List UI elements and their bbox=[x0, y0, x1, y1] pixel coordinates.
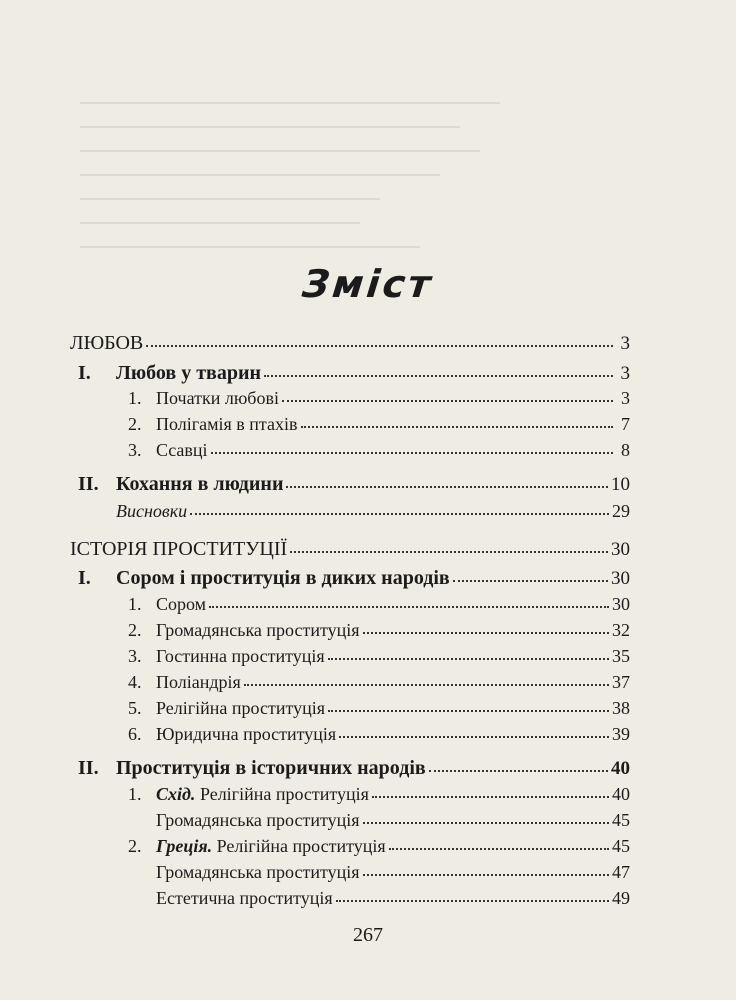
toc-page: 35 bbox=[612, 646, 630, 666]
toc-page: 30 bbox=[612, 594, 630, 614]
toc-page: 30 bbox=[611, 568, 630, 589]
toc-number: 2. bbox=[128, 414, 142, 434]
toc-entry bbox=[70, 538, 630, 561]
toc-label: Полігамія в птахів bbox=[156, 414, 298, 434]
toc-leader bbox=[389, 848, 609, 850]
toc-number: 1. bbox=[128, 594, 142, 614]
toc-number: 1. bbox=[128, 784, 142, 804]
toc-number: 3. bbox=[128, 646, 142, 666]
toc-entry bbox=[156, 888, 630, 909]
toc-entry bbox=[128, 698, 630, 719]
toc-label: Громадянська проституція bbox=[156, 620, 360, 640]
toc-label: Громадянська проституція bbox=[156, 862, 360, 882]
toc-leader bbox=[209, 606, 609, 608]
toc-number: I. bbox=[78, 362, 91, 384]
toc-page: 40 bbox=[612, 784, 630, 804]
toc-leader bbox=[363, 874, 609, 876]
toc-entry bbox=[156, 862, 630, 883]
toc-label: Естетична проституція bbox=[156, 888, 333, 908]
toc-label: Гостинна проституція bbox=[156, 646, 325, 666]
toc-entry bbox=[128, 836, 630, 857]
toc-number: 6. bbox=[128, 724, 142, 744]
toc-entry bbox=[78, 567, 630, 590]
toc-leader bbox=[339, 736, 609, 738]
toc-leader bbox=[190, 513, 609, 515]
toc-page: 32 bbox=[612, 620, 630, 640]
toc-number: 2. bbox=[128, 836, 142, 856]
toc-number: 1. bbox=[128, 388, 142, 408]
toc-entry bbox=[128, 594, 630, 615]
toc-leader bbox=[453, 580, 608, 582]
toc-label: Релігійна проституція bbox=[199, 784, 369, 804]
toc-leader bbox=[363, 822, 609, 824]
toc-page: 47 bbox=[612, 862, 630, 882]
toc-entry bbox=[78, 757, 630, 780]
toc-label: Юридична проституція bbox=[156, 724, 337, 744]
toc-leader bbox=[328, 658, 609, 660]
toc-entry bbox=[78, 473, 630, 496]
toc-page: 45 bbox=[612, 810, 630, 830]
toc-label: Любов у тварин bbox=[116, 362, 262, 384]
toc-number: II. bbox=[78, 757, 99, 779]
toc-label: Висновки bbox=[116, 501, 188, 521]
toc-page: 30 bbox=[611, 539, 630, 560]
toc-entry bbox=[156, 810, 630, 831]
toc-entry bbox=[116, 501, 630, 522]
toc-label: Сором і проституція в диких народів bbox=[116, 567, 450, 589]
toc-label: Поліандрія bbox=[156, 672, 241, 692]
toc-entry bbox=[78, 362, 630, 385]
toc-leader bbox=[282, 400, 613, 402]
toc-label: Початки любові bbox=[156, 388, 279, 408]
toc-entry bbox=[128, 784, 630, 805]
toc-leader bbox=[429, 770, 608, 772]
toc-page: 10 bbox=[611, 474, 630, 495]
toc-leader bbox=[146, 345, 613, 347]
toc-label: Громадянська проституція bbox=[156, 810, 360, 830]
toc-label: Ссавці bbox=[156, 440, 208, 460]
toc-entry bbox=[128, 724, 630, 745]
toc-label: Релігійна проституція bbox=[216, 836, 386, 856]
toc-page: 38 bbox=[612, 698, 630, 718]
toc-leader bbox=[290, 551, 608, 553]
toc-entry bbox=[128, 414, 630, 435]
toc-label: Релігійна проституція bbox=[156, 698, 325, 718]
toc-entry bbox=[128, 440, 630, 461]
toc-leader bbox=[244, 684, 609, 686]
toc-number: 2. bbox=[128, 620, 142, 640]
toc-page: 3 bbox=[620, 363, 630, 384]
toc-leader bbox=[372, 796, 609, 798]
toc-label: Кохання в людини bbox=[116, 473, 284, 495]
toc-page: 7 bbox=[621, 414, 630, 434]
toc-leader bbox=[286, 486, 608, 488]
toc-page: 37 bbox=[612, 672, 630, 692]
toc-leader bbox=[336, 900, 609, 902]
toc-page: 3 bbox=[620, 333, 630, 354]
toc-label: ІСТОРІЯ ПРОСТИТУЦІЇ bbox=[70, 538, 288, 560]
toc-region-label: Греція. bbox=[156, 836, 213, 856]
toc-page: 8 bbox=[621, 440, 630, 460]
toc-number: 4. bbox=[128, 672, 142, 692]
toc-entry bbox=[128, 620, 630, 641]
toc-label: ЛЮБОВ bbox=[70, 332, 144, 354]
toc-leader bbox=[363, 632, 609, 634]
toc-entry bbox=[128, 672, 630, 693]
toc-entry bbox=[128, 388, 630, 409]
toc-region-label: Схід. bbox=[156, 784, 196, 804]
toc-leader bbox=[264, 375, 613, 377]
toc-entry bbox=[128, 646, 630, 667]
toc-page: 49 bbox=[612, 888, 630, 908]
toc-page: 29 bbox=[612, 501, 630, 521]
toc-number: 5. bbox=[128, 698, 142, 718]
page-number: 267 bbox=[353, 924, 383, 946]
toc-number: 3. bbox=[128, 440, 142, 460]
toc-page: 39 bbox=[612, 724, 630, 744]
toc-page: 3 bbox=[621, 388, 630, 408]
toc-leader bbox=[301, 426, 614, 428]
toc-leader bbox=[328, 710, 609, 712]
toc-label: Сором bbox=[156, 594, 207, 614]
toc-page: 45 bbox=[612, 836, 630, 856]
toc-number: I. bbox=[78, 567, 91, 589]
toc-entry bbox=[70, 332, 630, 355]
toc-page: 40 bbox=[611, 758, 630, 779]
toc-leader bbox=[211, 452, 613, 454]
page-title: Зміст bbox=[300, 262, 436, 306]
toc-number: II. bbox=[78, 473, 99, 495]
toc-label: Проституція в історичних народів bbox=[116, 757, 426, 779]
